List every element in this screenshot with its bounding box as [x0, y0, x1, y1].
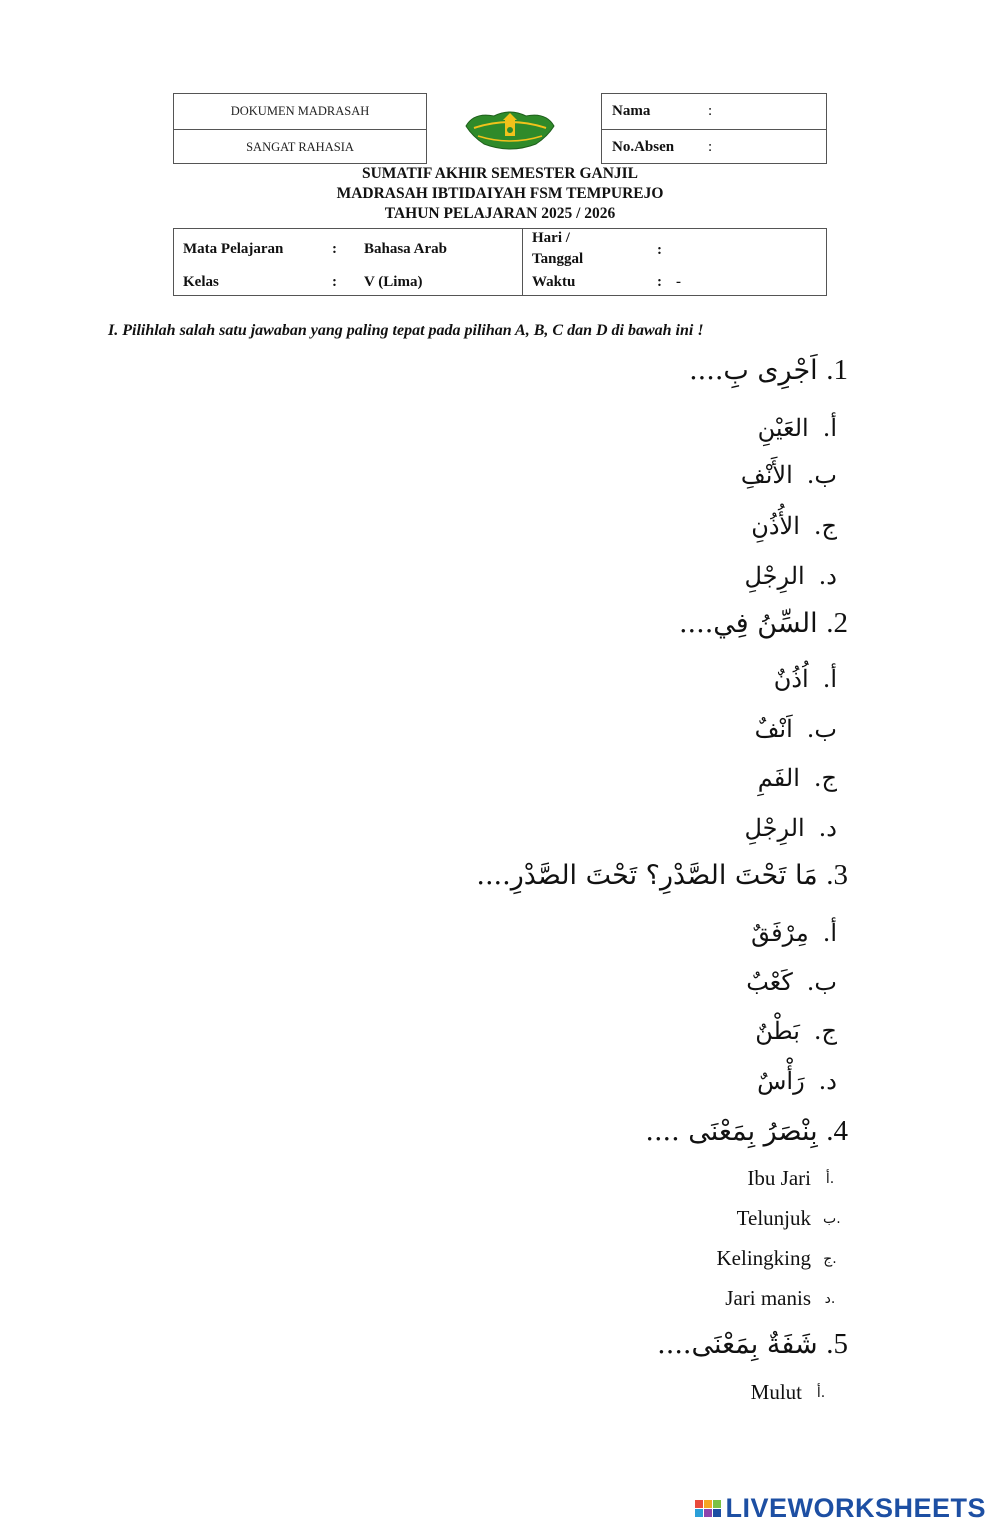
document-type: DOKUMEN MADRASAH — [230, 104, 370, 118]
option-3d[interactable] — [757, 1067, 837, 1095]
time-colon: : — [657, 274, 662, 290]
subject-label: Mata Pelajaran — [183, 241, 284, 257]
class-value: V (Lima) — [364, 274, 423, 290]
date-colon: : — [657, 242, 662, 258]
name-label: Nama — [612, 103, 651, 119]
option-letter: ب. — [806, 461, 837, 489]
option-2c[interactable] — [758, 764, 837, 792]
option-3b[interactable] — [746, 968, 837, 996]
question-3 — [476, 859, 848, 892]
option-2b[interactable] — [755, 715, 837, 743]
option-1a[interactable] — [758, 414, 837, 442]
academic-year: TAHUN PELAJARAN 2025 / 2026 — [384, 205, 616, 222]
option-letter: ب. — [823, 1210, 841, 1227]
option-text: الفَمِ — [757, 764, 800, 792]
option-3c[interactable] — [755, 1017, 837, 1045]
option-text: Telunjuk — [736, 1206, 811, 1230]
question-text: مَا تَحْتَ الصَّدْرِ؟ تَحْتَ الصَّدْرِ.... — [476, 860, 818, 891]
document-label-box — [173, 93, 427, 164]
question-text: شَفَةٌ بِمَعْنَى.... — [657, 1329, 818, 1360]
option-letter: ج. — [823, 1250, 837, 1267]
student-identity-box — [601, 93, 827, 164]
school-name: MADRASAH IBTIDAIYAH FSM TEMPUREJO — [336, 185, 664, 202]
option-1b[interactable] — [741, 461, 837, 489]
option-text: الأَنْفِ — [740, 461, 793, 489]
question-2 — [679, 607, 848, 640]
exam-info-table — [173, 228, 827, 296]
option-text: الرِجْلِ — [744, 562, 805, 590]
option-4b[interactable] — [736, 1206, 841, 1231]
question-number: 3. — [826, 859, 848, 891]
question-number: 1. — [826, 354, 848, 386]
option-text: اُذُنٌ — [773, 665, 809, 693]
option-letter: ج. — [813, 764, 837, 792]
option-4a[interactable] — [747, 1166, 837, 1191]
option-text: Mulut — [750, 1380, 802, 1404]
exam-title-block — [250, 164, 750, 224]
option-text: اَنْفٌ — [754, 715, 793, 743]
brand-name: LIVEWORKSHEETS — [725, 1493, 986, 1523]
question-number: 4. — [826, 1115, 848, 1147]
time-label: Waktu — [532, 274, 576, 290]
option-letter: د. — [818, 814, 837, 842]
class-label: Kelas — [183, 274, 219, 290]
instruction-text: I. Pilihlah salah satu jawaban yang paling tepat pada pilihan A, B, C dan D di bawah ini ! — [108, 322, 704, 339]
question-number: 5. — [826, 1328, 848, 1360]
question-text: اَجْرِى بِ.... — [689, 355, 818, 386]
question-text: السِّنُ فِي.... — [678, 608, 818, 639]
question-text: بِنْصَرُ بِمَعْنَى .... — [645, 1116, 818, 1147]
option-letter: ج. — [813, 512, 837, 540]
option-1d[interactable] — [744, 562, 837, 590]
option-letter: أ. — [816, 1384, 826, 1401]
name-colon: : — [708, 103, 713, 119]
option-letter: أ. — [822, 919, 837, 947]
option-text: بَطْنٌ — [755, 1017, 800, 1045]
liveworksheets-brand[interactable] — [695, 1493, 986, 1524]
option-text: الرِجْلِ — [744, 814, 805, 842]
class-colon: : — [332, 274, 337, 290]
option-2d[interactable] — [744, 814, 837, 842]
option-letter: أ. — [822, 414, 837, 442]
option-text: كَعْبٌ — [746, 968, 793, 996]
option-text: رَأْسٌ — [757, 1067, 805, 1095]
absen-colon: : — [708, 138, 713, 155]
option-text: الأُذُنِ — [751, 512, 800, 540]
option-text: العَيْنِ — [757, 414, 809, 442]
name-row[interactable] — [602, 94, 826, 129]
question-1 — [689, 354, 848, 387]
absen-label: No.Absen — [612, 138, 675, 155]
option-text: مِرْفَقٌ — [751, 919, 809, 947]
option-1c[interactable] — [751, 512, 837, 540]
option-letter: د. — [824, 1290, 836, 1307]
option-5a[interactable] — [751, 1380, 828, 1405]
option-4d[interactable] — [725, 1286, 837, 1311]
subject-value: Bahasa Arab — [364, 241, 447, 257]
date-label: Tanggal — [532, 251, 584, 267]
absen-row[interactable] — [602, 129, 826, 164]
option-text: Jari manis — [725, 1286, 811, 1310]
option-letter: ب. — [806, 715, 837, 743]
question-5 — [657, 1328, 848, 1361]
option-3a[interactable] — [751, 919, 837, 947]
time-value: - — [676, 274, 681, 290]
option-letter: أ. — [825, 1170, 835, 1187]
brand-logo-icon — [695, 1500, 721, 1517]
option-letter: د. — [818, 562, 837, 590]
option-letter: د. — [818, 1067, 837, 1095]
option-text: Ibu Jari — [747, 1166, 811, 1190]
option-text: Kelingking — [716, 1246, 811, 1270]
confidentiality-label: SANGAT RAHASIA — [174, 129, 426, 165]
option-2a[interactable] — [774, 665, 837, 693]
madrasah-logo — [464, 110, 556, 150]
option-letter: ب. — [806, 968, 837, 996]
subject-colon: : — [332, 241, 337, 257]
exam-title: SUMATIF AKHIR SEMESTER GANJIL — [361, 165, 639, 182]
option-4c[interactable] — [717, 1246, 838, 1271]
option-letter: ج. — [813, 1017, 837, 1045]
option-letter: أ. — [822, 665, 837, 693]
question-number: 2. — [826, 607, 848, 639]
day-label: Hari / — [532, 230, 570, 246]
question-4 — [645, 1115, 848, 1148]
